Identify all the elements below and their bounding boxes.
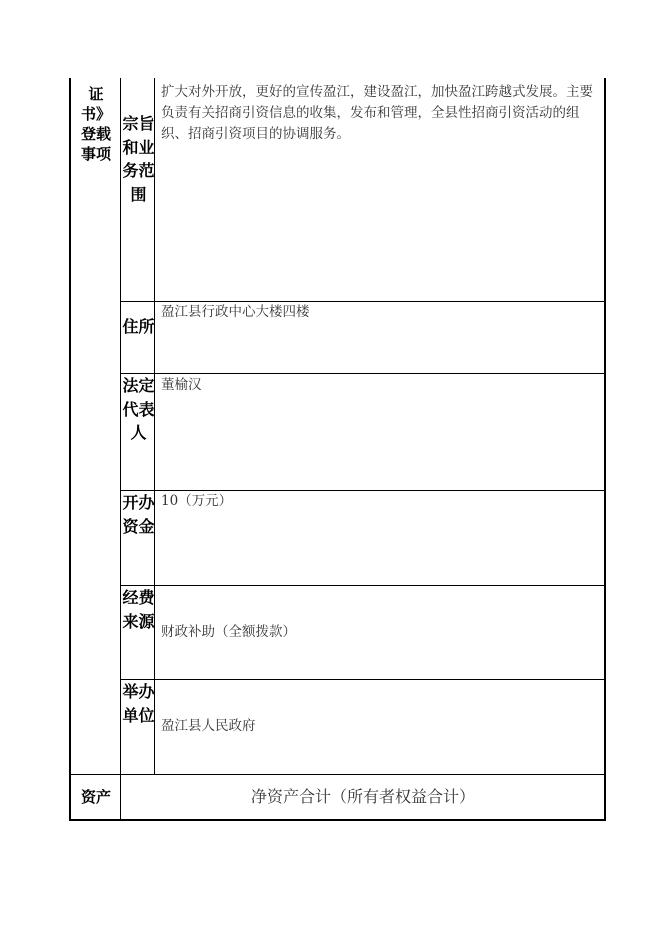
row-label-address: 住所 — [122, 317, 155, 336]
row-value-legal-rep: 董榆汉 — [161, 377, 202, 393]
row-value-funding-source: 财政补助（全额拨款） — [161, 624, 296, 640]
row-divider — [121, 679, 605, 680]
row-label-funding-source: 经费来源 — [122, 588, 155, 631]
row-value-sponsor: 盈江县人民政府 — [161, 718, 256, 734]
row-value-capital: 10（万元） — [161, 493, 233, 509]
row-divider — [121, 373, 605, 374]
table-border-bottom — [69, 819, 606, 821]
row-value-purpose: 扩大对外开放，更好的宣传盈江，建设盈江，加快盈江跨越式发展。主要负责有关招商引资信息的收集，发布和管理，全县性招商引资活动的组织、招商引资项目的协调服务。 — [161, 84, 593, 142]
column-divider — [120, 78, 121, 820]
row-label-legal-rep: 法定代表人 — [122, 376, 155, 442]
assets-value: 净资产合计（所有者权益合计） — [250, 787, 475, 806]
table-border-left — [69, 78, 71, 821]
row-label-sponsor: 举办单位 — [122, 682, 155, 725]
row-divider — [121, 585, 605, 586]
row-divider — [70, 774, 605, 775]
row-label-capital: 开办资金 — [122, 493, 155, 536]
table-border-right — [604, 78, 606, 821]
section-label: 证书》登载事项 — [80, 85, 111, 163]
row-value-address: 盈江县行政中心大楼四楼 — [161, 304, 310, 320]
assets-label: 资产 — [80, 788, 111, 806]
row-label-purpose: 宗旨和业务范围 — [122, 114, 155, 204]
